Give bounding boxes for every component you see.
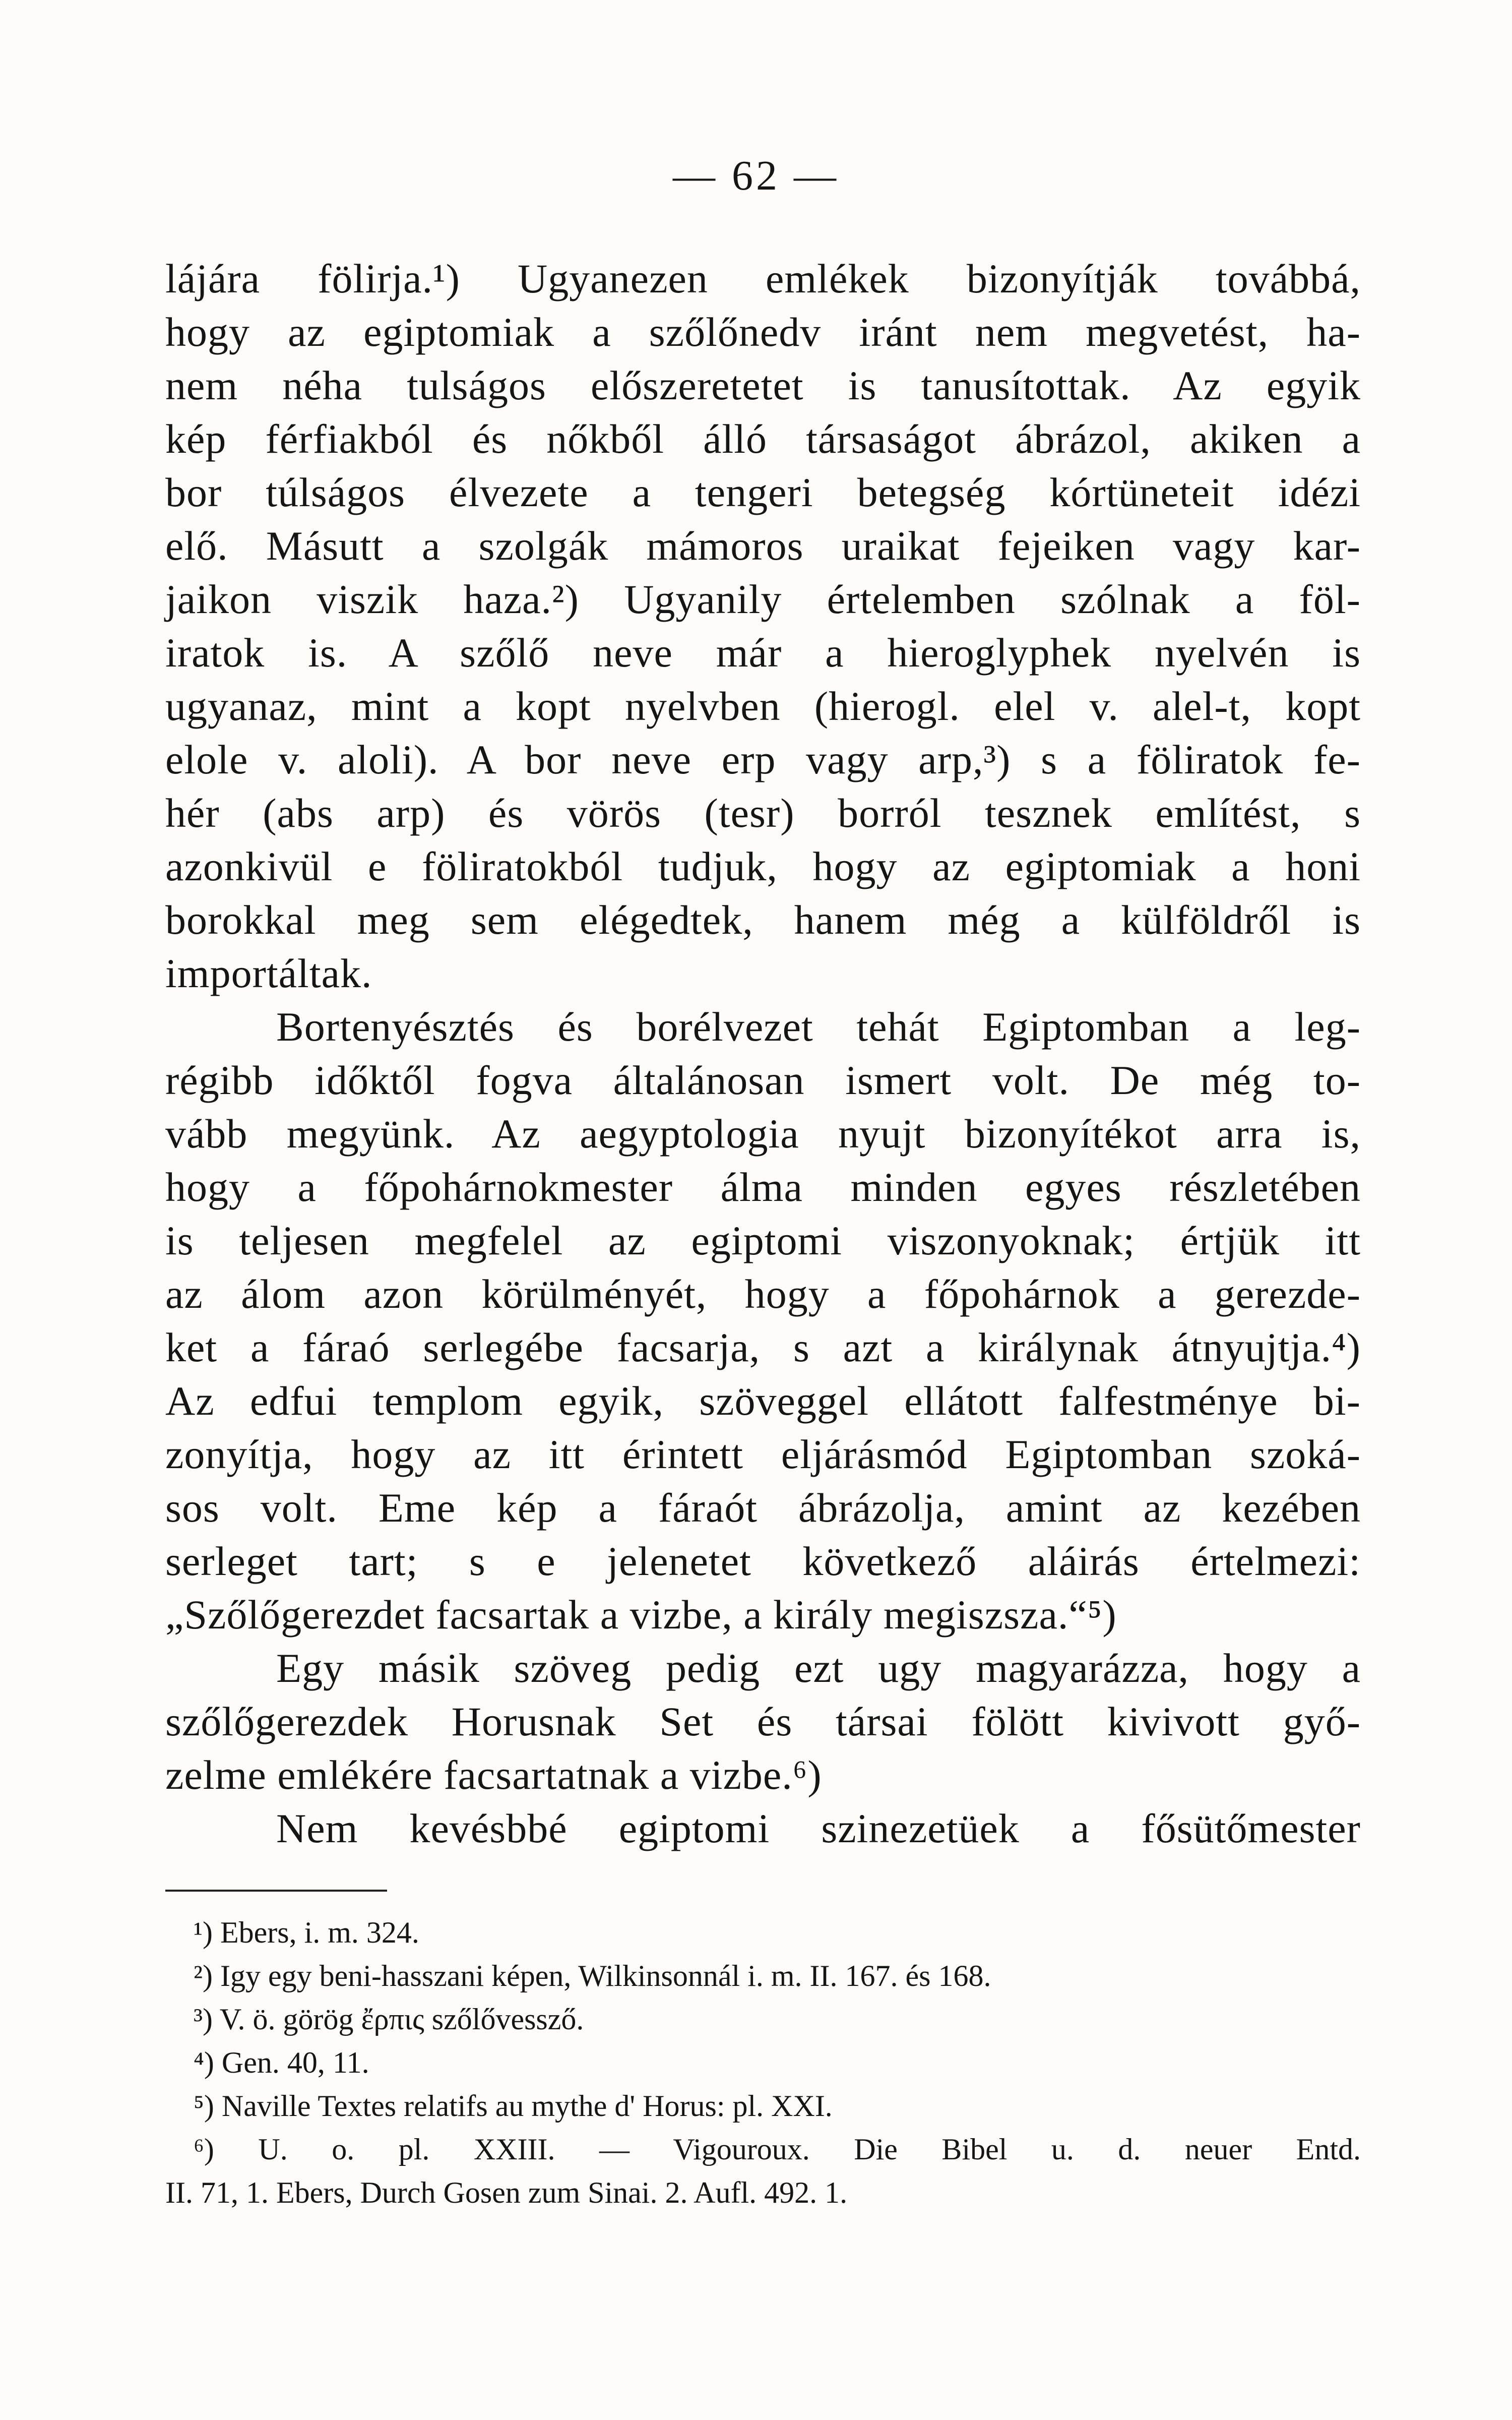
- text-line: hogy a főpohárnokmester álma minden egyes részletében: [165, 1164, 1361, 1210]
- paragraph-start-line: Bortenyésztés és borélvezet tehát Egiptomban a leg-: [276, 1004, 1361, 1050]
- text-line: az álom azon körülményét, hogy a főpohárnok a gerezde-: [165, 1271, 1361, 1317]
- text-line: zonyítja, hogy az itt érintett eljárásmód Egiptomban szoká-: [165, 1431, 1361, 1477]
- text-line: vább megyünk. Az aegyptologia nyujt bizonyítékot arra is,: [165, 1111, 1361, 1157]
- paragraph-start-line: Egy másik szöveg pedig ezt ugy magyarázza, hogy a: [276, 1645, 1361, 1691]
- text-line: elő. Másutt a szolgák mámoros uraikat fejeiken vagy kar-: [165, 523, 1361, 569]
- text-line: iratok is. A szőlő neve már a hieroglyphek nyelvén is: [165, 630, 1361, 676]
- text-line: nem néha tulságos előszeretetet is tanusítottak. Az egyik: [165, 362, 1361, 408]
- text-line: kép férfiakból és nőkből álló társaságot ábrázol, akiken a: [165, 416, 1361, 462]
- text-line: zelme emlékére facsartatnak a vizbe.⁶): [165, 1752, 822, 1798]
- text-line: „Szőlőgerezdet facsartak a vizbe, a király megiszsza.“⁵): [165, 1592, 1117, 1638]
- footnote: ²) Igy egy beni-hasszani képen, Wilkinsonnál i. m. II. 167. és 168.: [194, 1959, 991, 1992]
- footnote: ⁴) Gen. 40, 11.: [194, 2046, 369, 2079]
- text-line: importáltak.: [165, 950, 372, 996]
- footnotes: [165, 1911, 1361, 2214]
- footnote: ³) V. ö. görög ἔρπις szőlővessző.: [194, 2003, 584, 2036]
- main-text: [165, 252, 1361, 1855]
- text-line: ugyanaz, mint a kopt nyelvben (hierogl. elel v. alel-t, kopt: [165, 683, 1361, 729]
- page-number: — 62 —: [673, 152, 839, 199]
- text-line: Az edfui templom egyik, szöveggel ellátott falfestménye bi-: [165, 1378, 1361, 1424]
- text-line: hogy az egiptomiak a szőlőnedv iránt nem megvetést, ha-: [165, 309, 1361, 355]
- text-line: jaikon viszik haza.²) Ugyanily értelemben szólnak a föl-: [165, 576, 1361, 622]
- text-line: is teljesen megfelel az egiptomi viszonyoknak; értjük itt: [165, 1218, 1361, 1263]
- text-line: ket a fáraó serlegébe facsarja, s azt a királynak átnyujtja.⁴): [165, 1324, 1361, 1370]
- paragraph-start-line: Nem kevésbbé egiptomi szinezetüek a fősütőmester: [276, 1805, 1361, 1851]
- text-line: hér (abs arp) és vörös (tesr) borról tesznek említést, s: [165, 790, 1361, 836]
- text-line: régibb időktől fogva általánosan ismert volt. De még to-: [165, 1057, 1361, 1103]
- text-line: borokkal meg sem elégedtek, hanem még a külföldről is: [165, 897, 1361, 943]
- text-line: elole v. aloli). A bor neve erp vagy arp,³) s a föliratok fe-: [165, 737, 1361, 782]
- text-line: sos volt. Eme kép a fáraót ábrázolja, amint az kezében: [165, 1485, 1361, 1531]
- footnote: ⁶) U. o. pl. XXIII. — Vigouroux. Die Bibel u. d. neuer Entd.: [194, 2133, 1361, 2166]
- text-line: serleget tart; s e jelenetet következő aláirás értelmezi:: [165, 1538, 1361, 1584]
- text-line: bor túlságos élvezete a tengeri betegség kórtüneteit idézi: [165, 469, 1361, 515]
- text-line: szőlőgerezdek Horusnak Set és társai fölött kivivott győ-: [165, 1699, 1361, 1744]
- footnote: ¹) Ebers, i. m. 324.: [194, 1916, 419, 1949]
- footnote-divider: [165, 1890, 387, 1892]
- footnote-continuation: II. 71, 1. Ebers, Durch Gosen zum Sinai. 2. Aufl. 492. 1.: [165, 2176, 848, 2209]
- text-line: azonkivül e föliratokból tudjuk, hogy az egiptomiak a honi: [165, 843, 1361, 889]
- text-line: lájára fölirja.¹) Ugyanezen emlékek bizonyítják továbbá,: [165, 256, 1361, 301]
- footnote: ⁵) Naville Textes relatifs au mythe d' Horus: pl. XXI.: [194, 2089, 833, 2123]
